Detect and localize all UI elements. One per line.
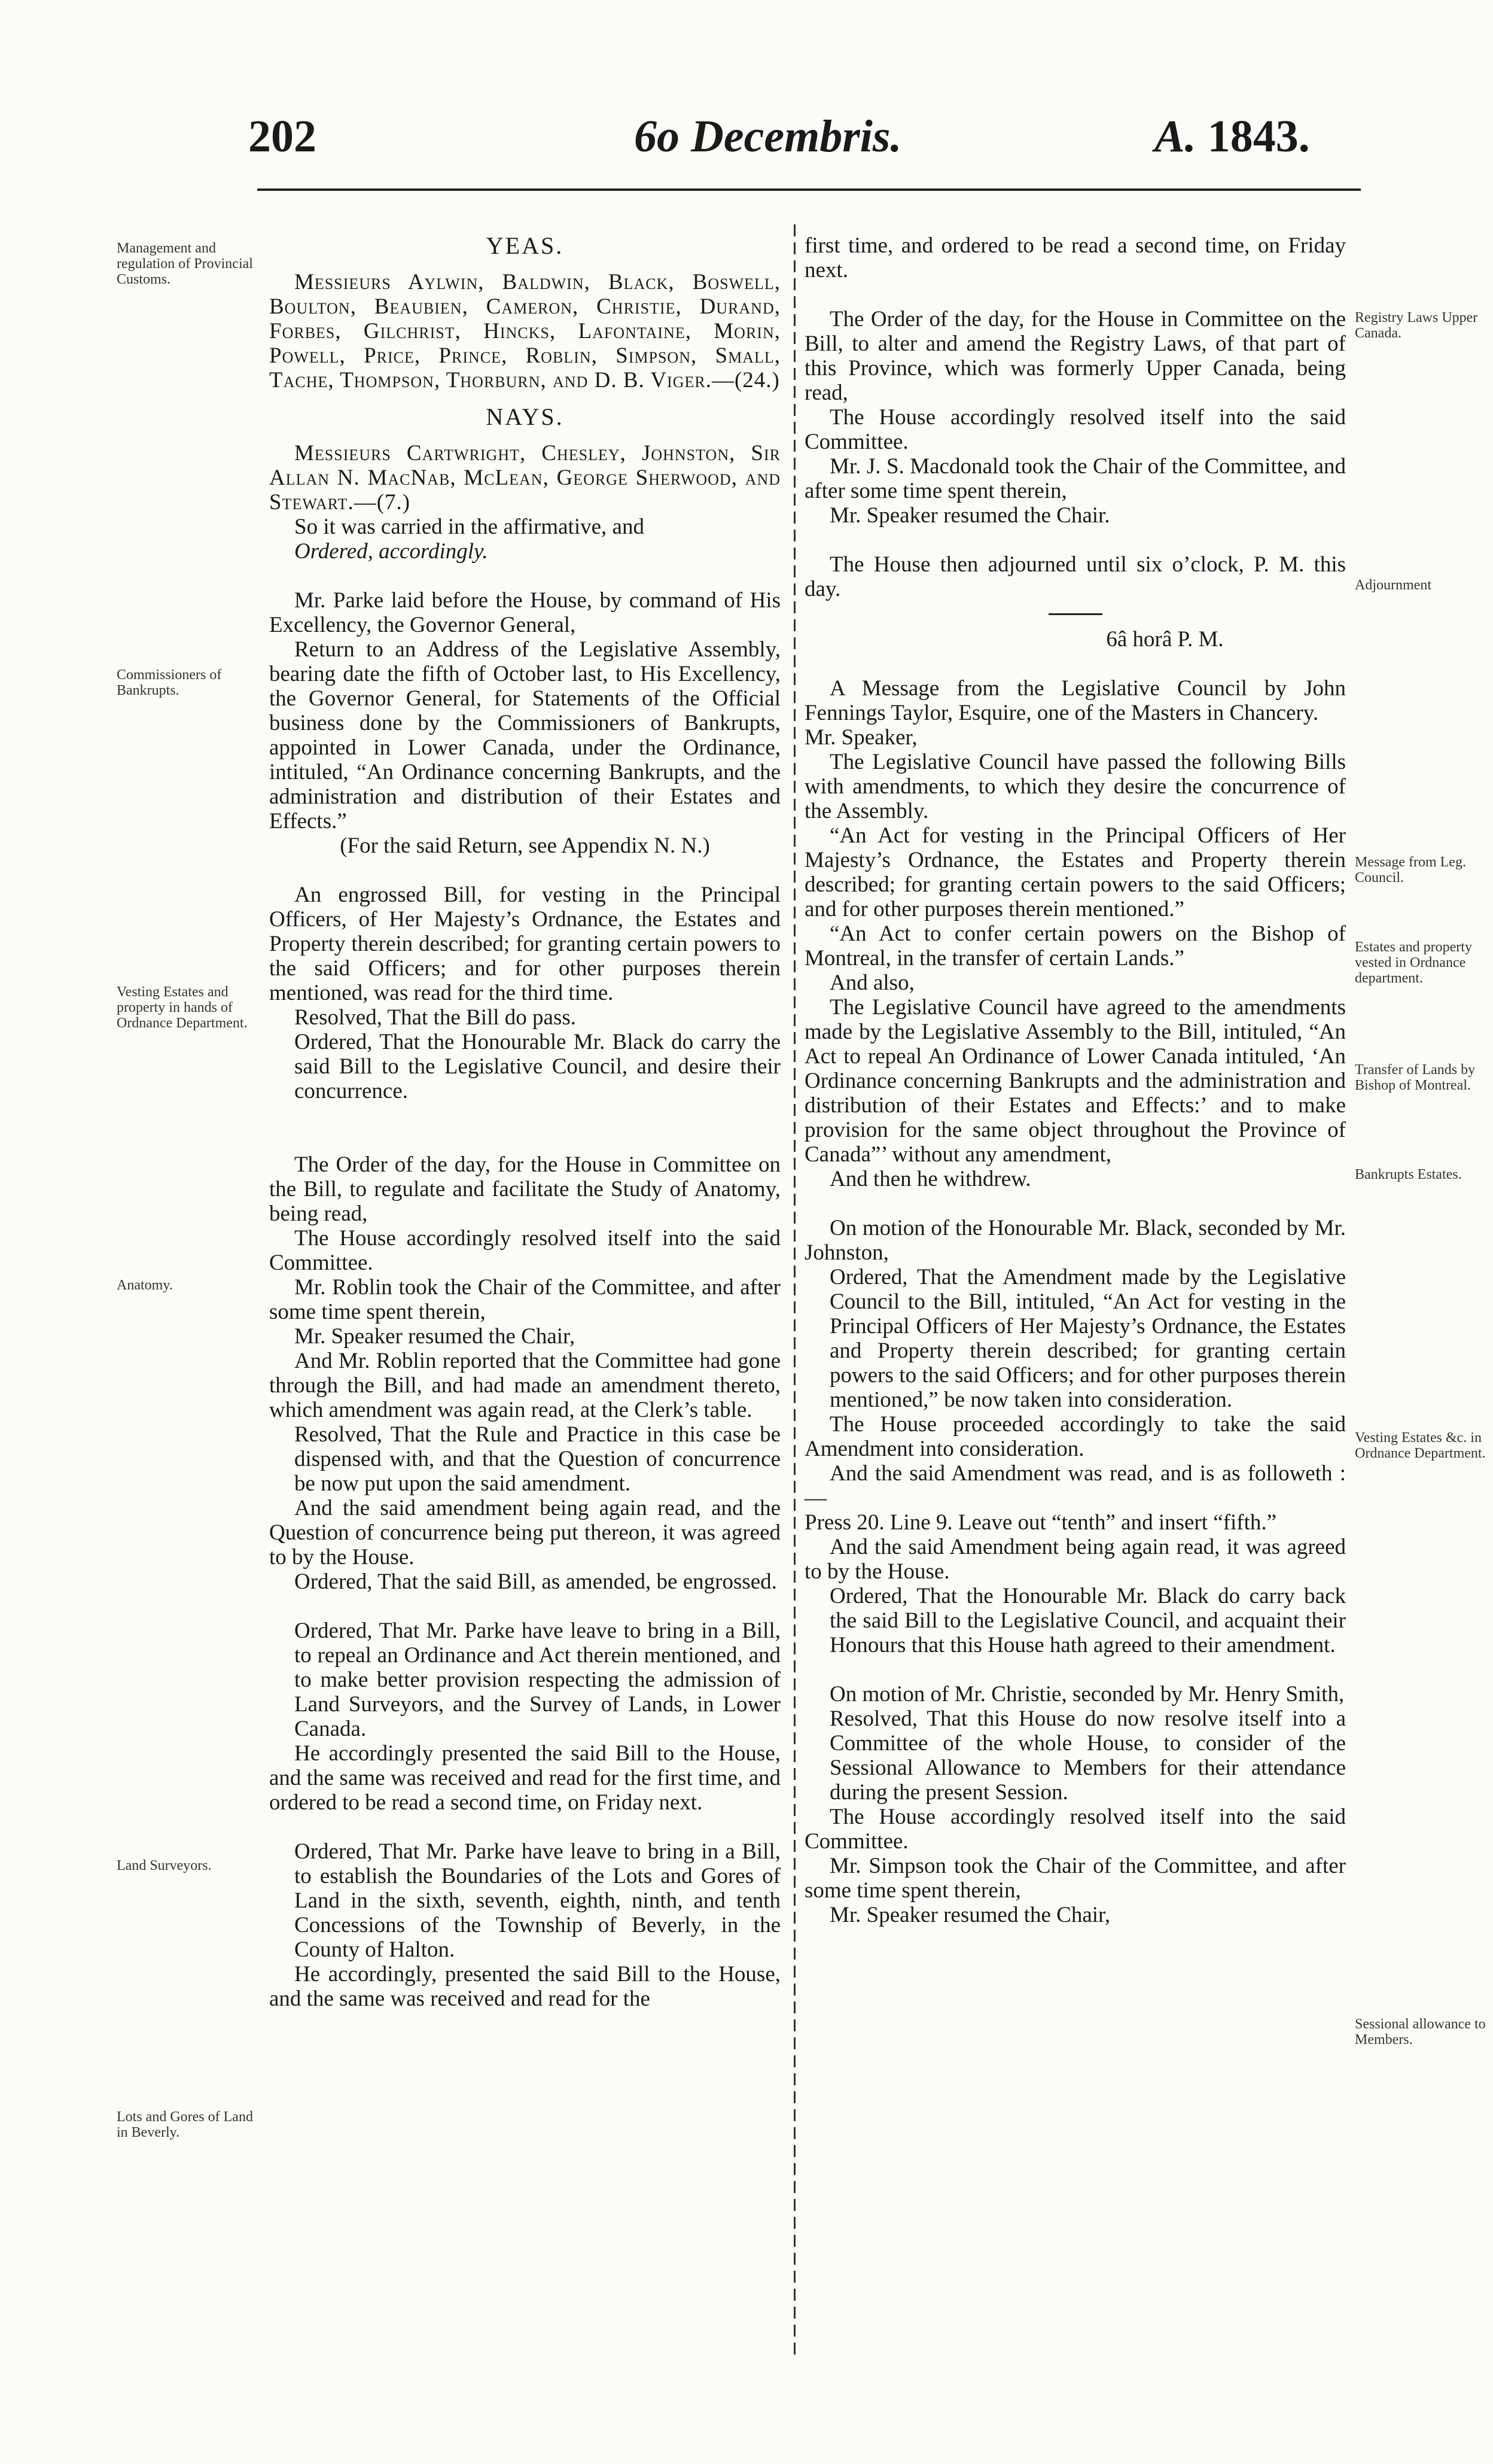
yeas-heading: YEAS.	[486, 232, 564, 259]
right-column	[805, 233, 1346, 1927]
return-text: Return to an Address of the Legislative Assembly, bearing date the fifth of October last, to His Excellency, the Governor General, for Statements of the Official business done by the Commissioners of Bankrupts, appointed in Lower Canada, under the Ordinance, intituled, “An Ordinance concerning Bankrupts, and the administration and distribution of their Estates and Effects.”	[269, 637, 781, 833]
council-passed-text: The Legislative Council have passed the following Bills with amendments, to which they desire the concurrence of the Assembly.	[805, 750, 1346, 823]
motion-christie-text: On motion of Mr. Christie, seconded by Mr. Henry Smith,	[830, 1682, 1345, 1706]
margin-note-vesting-2: Vesting Estates &c. in Ordnance Department.	[1355, 1430, 1486, 1461]
act-bishop-text: “An Act to confer certain powers on the Bishop of Montreal, in the transfer of certain Lands.”	[805, 921, 1346, 971]
hora-heading: 6â horâ P. M.	[1106, 627, 1224, 652]
presented-second-text: He accordingly, presented the said Bill to the House, and the same was received and read for the	[269, 1962, 781, 2011]
margin-note-estates: Estates and property vested in Ordnance department.	[1355, 939, 1472, 986]
engrossed-ordered-text: Ordered, That the said Bill, as amended, be engrossed.	[294, 1569, 777, 1594]
act-vesting-text: “An Act for vesting in the Principal Officers of Her Majesty’s Ordnance, the Estates and Property therein described; for granting certain powers to the said Officers; and for other purposes therein mentioned.”	[805, 823, 1346, 921]
message-intro-text: A Message from the Legislative Council by John Fennings Taylor, Esquire, one of the Masters in Chancery.	[805, 676, 1346, 725]
margin-note-commissioners: Commissioners of Bankrupts.	[117, 667, 222, 698]
parke-surveyors-text: Ordered, That Mr. Parke have leave to bring in a Bill, to repeal an Ordinance and Act therein mentioned, and to make better provision respecting the admission of Land Surveyors, and the Survey of Lands, in Lower Canada.	[294, 1619, 781, 1741]
press-line-text: Press 20. Line 9. Leave out “tenth” and insert “fifth.”	[805, 1510, 1277, 1535]
margin-note-bankrupts: Bankrupts Estates.	[1355, 1167, 1462, 1182]
margin-note-adjournment: Adjournment	[1355, 577, 1431, 593]
margin-note-management: Management and regulation of Provincial Customs.	[117, 241, 253, 287]
margin-note-vesting: Vesting Estates and property in hands of Ordnance Department.	[117, 984, 248, 1031]
roblin-chair-text: Mr. Roblin took the Chair of the Committee, and after some time spent therein,	[269, 1275, 781, 1324]
page-number: 202	[248, 111, 316, 162]
presented-first-text: He accordingly presented the said Bill to the House, and the same was received and read for the first time, and ordered to be read a second time, on Friday next.	[269, 1741, 781, 1815]
amendment-read-text: And the said Amendment was read, and is as followeth :—	[805, 1461, 1346, 1510]
mr-speaker-text: Mr. Speaker,	[805, 725, 918, 750]
page-header	[0, 111, 1493, 177]
registry-resolved-text: The House accordingly resolved itself into the said Committee.	[805, 405, 1346, 454]
ordered-accordingly: Ordered, accordingly.	[294, 539, 488, 564]
speaker-resumed-right: Mr. Speaker resumed the Chair.	[830, 503, 1110, 528]
motion-black-text: On motion of the Honourable Mr. Black, seconded by Mr. Johnston,	[805, 1216, 1346, 1265]
margin-note-registry: Registry Laws Upper Canada.	[1355, 310, 1478, 341]
year-value: 1843.	[1207, 111, 1310, 162]
resolved-pass-text: Resolved, That the Bill do pass.	[294, 1005, 577, 1030]
margin-note-transfer: Transfer of Lands by Bishop of Montreal.	[1355, 1062, 1476, 1093]
simpson-chair-text: Mr. Simpson took the Chair of the Committee, and after some time spent therein,	[805, 1854, 1346, 1903]
adjourned-text: The House then adjourned until six o’clock, P. M. this day.	[805, 552, 1346, 601]
amendment-again-text: And the said amendment being again read, and the Question of concurrence being put thereon, it was agreed to by the House.	[269, 1496, 781, 1569]
page-title: 6o Decembris.	[634, 111, 902, 162]
left-column	[269, 233, 781, 2011]
registry-order-text: The Order of the day, for the House in Committee on the Bill, to alter and amend the Registry Laws, of that part of this Province, which was formerly Upper Canada, being read,	[805, 307, 1346, 405]
nays-heading: NAYS.	[486, 403, 564, 430]
year-prefix: A.	[1154, 111, 1196, 162]
house-resolved-text: The House accordingly resolved itself into the said Committee.	[805, 1805, 1346, 1854]
and-also-text: And also,	[830, 971, 915, 995]
header-rule	[257, 188, 1361, 191]
parke-lots-text: Ordered, That Mr. Parke have leave to bring in a Bill, to establish the Boundaries of the Lots and Gores of Land in the sixth, seventh, eighth, ninth, and tenth Concessions of the Township of Beverly, in the County of Halton.	[294, 1839, 781, 1962]
resolved-committee-text: Resolved, That this House do now resolve itself into a Committee of the whole House, to consider of the Sessional Allowance to Members for their attendance during the present Session.	[830, 1706, 1346, 1805]
speaker-final-text: Mr. Speaker resumed the Chair,	[830, 1903, 1111, 1927]
margin-note-lots-gores: Lots and Gores of Land in Beverly.	[117, 2109, 253, 2140]
carried-text: So it was carried in the affirmative, and	[294, 515, 644, 539]
anatomy-resolved-text: The House accordingly resolved itself into the said Committee.	[269, 1226, 781, 1275]
council-agreed-text: The Legislative Council have agreed to the amendments made by the Legislative Assembly to the Bill, intituled, “An Act to repeal An Ordinance of Lower Canada intituled, ‘An Ordinance concerning Bankrupts and the administration and distribution of their Estates and Effects:’ and to make provision for the same object throughout the Province of Canada”’ without any amendment,	[805, 995, 1346, 1167]
margin-note-anatomy: Anatomy.	[117, 1277, 173, 1293]
yeas-list: Messieurs Aylwin, Baldwin, Black, Boswell, Boulton, Beaubien, Cameron, Christie, Durand, Forbes, Gilchrist, Hincks, Lafontaine, Morin, Powell, Price, Prince, Roblin, Simpson, Small, Tache, Thompson, Thorburn, and D. B. Viger.—(24.)	[269, 270, 781, 393]
speaker-resumed-text: Mr. Speaker resumed the Chair,	[294, 1324, 575, 1349]
proceeded-text: The House proceeded accordingly to take the said Amendment into consideration.	[805, 1412, 1346, 1461]
engrossed-bill-text: An engrossed Bill, for vesting in the Principal Officers, of Her Majesty’s Ordnance, the Estates and Property therein described; for granting certain powers to the said Officers; and for other purposes therein mentioned, was read for the third time.	[269, 883, 781, 1005]
anatomy-order-text: The Order of the day, for the House in Committee on the Bill, to regulate and facilitate the Study of Anatomy, being read,	[269, 1152, 781, 1226]
page-year	[1154, 111, 1310, 163]
nays-list: Messieurs Cartwright, Chesley, Johnston, Sir Allan N. MacNab, McLean, George Sherwood, and Stewart.—(7.)	[269, 441, 781, 515]
section-rule	[1049, 613, 1102, 615]
parke-laid-text: Mr. Parke laid before the House, by command of His Excellency, the Governor General,	[269, 588, 781, 637]
macdonald-chair-text: Mr. J. S. Macdonald took the Chair of the Committee, and after some time spent therein,	[805, 454, 1346, 503]
margin-note-land-surveyors: Land Surveyors.	[117, 1858, 212, 1873]
margin-note-message: Message from Leg. Council.	[1355, 854, 1466, 886]
carry-back-text: Ordered, That the Honourable Mr. Black do carry back the said Bill to the Legislative Council, and acquaint their Honours that this House hath agreed to their amendment.	[830, 1584, 1346, 1657]
ordered-amendment-text: Ordered, That the Amendment made by the Legislative Council to the Bill, intituled, “An Act for vesting in the Principal Officers of Her Majesty’s Ordnance, the Estates and Property therein described; for granting certain powers to the said Officers; and for other purposes therein mentioned,” be now taken into consideration.	[830, 1265, 1346, 1412]
roblin-reported-text: And Mr. Roblin reported that the Committee had gone through the Bill, and had made an amendment thereto, which amendment was again read, at the Clerk’s table.	[269, 1349, 781, 1422]
appendix-note: (For the said Return, see Appendix N. N.)	[340, 833, 710, 858]
margin-note-sessional: Sessional allowance to Members.	[1355, 2016, 1486, 2048]
agreed-text: And the said Amendment being again read, it was agreed to by the House.	[805, 1535, 1346, 1584]
rule-dispensed-text: Resolved, That the Rule and Practice in this case be dispensed with, and that the Question of concurrence be now put upon the said amendment.	[294, 1422, 781, 1496]
ordered-black-text: Ordered, That the Honourable Mr. Black do carry the said Bill to the Legislative Council, and desire their concurrence.	[294, 1030, 781, 1103]
first-time-text: first time, and ordered to be read a second time, on Friday next.	[805, 233, 1346, 282]
withdrew-text: And then he withdrew.	[830, 1167, 1031, 1191]
column-divider	[794, 224, 796, 2355]
